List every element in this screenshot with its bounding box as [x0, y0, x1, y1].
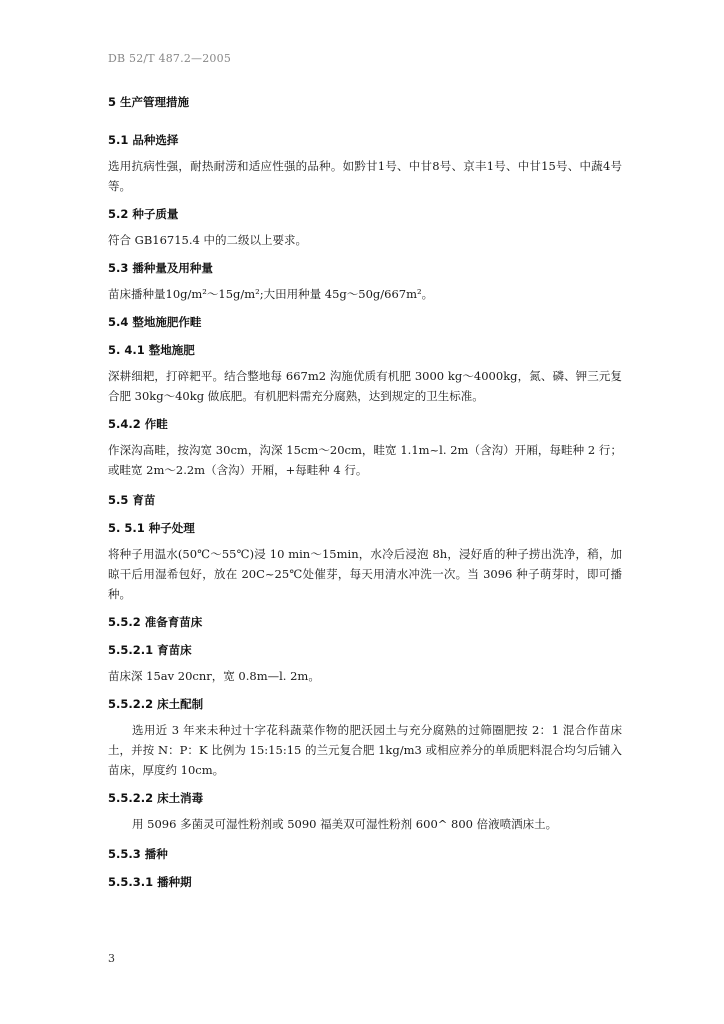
section-5-4-title: 5.4 整地施肥作畦 — [108, 315, 202, 329]
section-5-title: 5 生产管理措施 — [108, 95, 190, 109]
section-5-5-1-title: 5. 5.1 种子处理 — [108, 521, 195, 535]
section-5-3-title: 5.3 播种量及用种量 — [108, 261, 213, 275]
section-5-4-2-title: 5.4.2 作畦 — [108, 417, 168, 431]
section-5-5-3-1-title: 5.5.3.1 播种期 — [108, 875, 192, 889]
section-5-4-1-title: 5. 4.1 整地施肥 — [108, 343, 195, 357]
section-5-1-text: 选用抗病性强，耐热耐涝和适应性强的品种。如黔甘1号、中甘8号、京丰1号、中甘15号、中蔬4号等。 — [108, 159, 622, 193]
section-5-5-2-1-title: 5.5.2.1 育苗床 — [108, 643, 192, 657]
section-5-5-2-2-title: 5.5.2.2 床土配制 — [108, 697, 204, 711]
section-5-5-title: 5.5 育苗 — [108, 493, 156, 507]
section-5-3-text: 苗床播种量10g/m²～15g/m²;大田用种量 45g～50g/667m²。 — [108, 287, 434, 301]
section-5-5-1-text: 将种子用温水(50℃～55℃)浸 10 min～15min，水冷后浸泡 8h，浸好盾的种子捞出洗净，稍，加晾干后用湿希包好，放在 20C~25℃处催芽，每天用清水冲洗一次。当 3096 种子萌芽时，即可播种。 — [108, 547, 622, 601]
section-5-1-title: 5.1 品种选择 — [108, 133, 179, 147]
section-5-5-2-2-text: 选用近 3 年来未种过十字花科蔬菜作物的肥沃园土与充分腐熟的过筛圈肥按 2：1 混合作苗床土，并按 N：P：K 比例为 15:15:15 的兰元复合肥 1kg/m3 或相应养分的单质肥料混合均匀后铺入苗床，厚度约 10cm。 — [108, 723, 622, 777]
document-body — [108, 94, 622, 890]
document-header: DB 52/T 487.2—2005 — [108, 52, 232, 65]
section-5-2-title: 5.2 种子质量 — [108, 207, 179, 221]
section-5-5-2-1-text: 苗床深 15av 20cnr，宽 0.8m—l. 2m。 — [108, 669, 320, 683]
section-5-4-1-text: 深耕细耙，打碎耙平。结合整地每 667m2 沟施优质有机肥 3000 kg～4000kg，氮、磷、钾三元复合肥 30kg～40kg 做底肥。有机肥料需充分腐熟，达到规定的卫生标准。 — [108, 369, 622, 403]
section-5-2-text: 符合 GB16715.4 中的二级以上要求。 — [108, 233, 308, 247]
section-5-5-2-3-title: 5.5.2.2 床土消毒 — [108, 791, 204, 805]
section-5-4-2-text: 作深沟高畦，按沟宽 30cm，沟深 15cm～20cm，畦宽 1.1m~l. 2m（含沟）开厢，每畦种 2 行；或畦宽 2m～2.2m（含沟）开厢，+每畦种 4 行。 — [108, 443, 622, 477]
section-5-5-2-title: 5.5.2 准备育苗床 — [108, 615, 203, 629]
page-number: 3 — [108, 952, 115, 965]
section-5-5-2-3-text: 用 5096 多菌灵可湿性粉剂或 5090 福美双可湿性粉剂 600^ 800 倍液喷洒床土。 — [132, 817, 558, 831]
section-5-5-3-title: 5.5.3 播种 — [108, 847, 168, 861]
